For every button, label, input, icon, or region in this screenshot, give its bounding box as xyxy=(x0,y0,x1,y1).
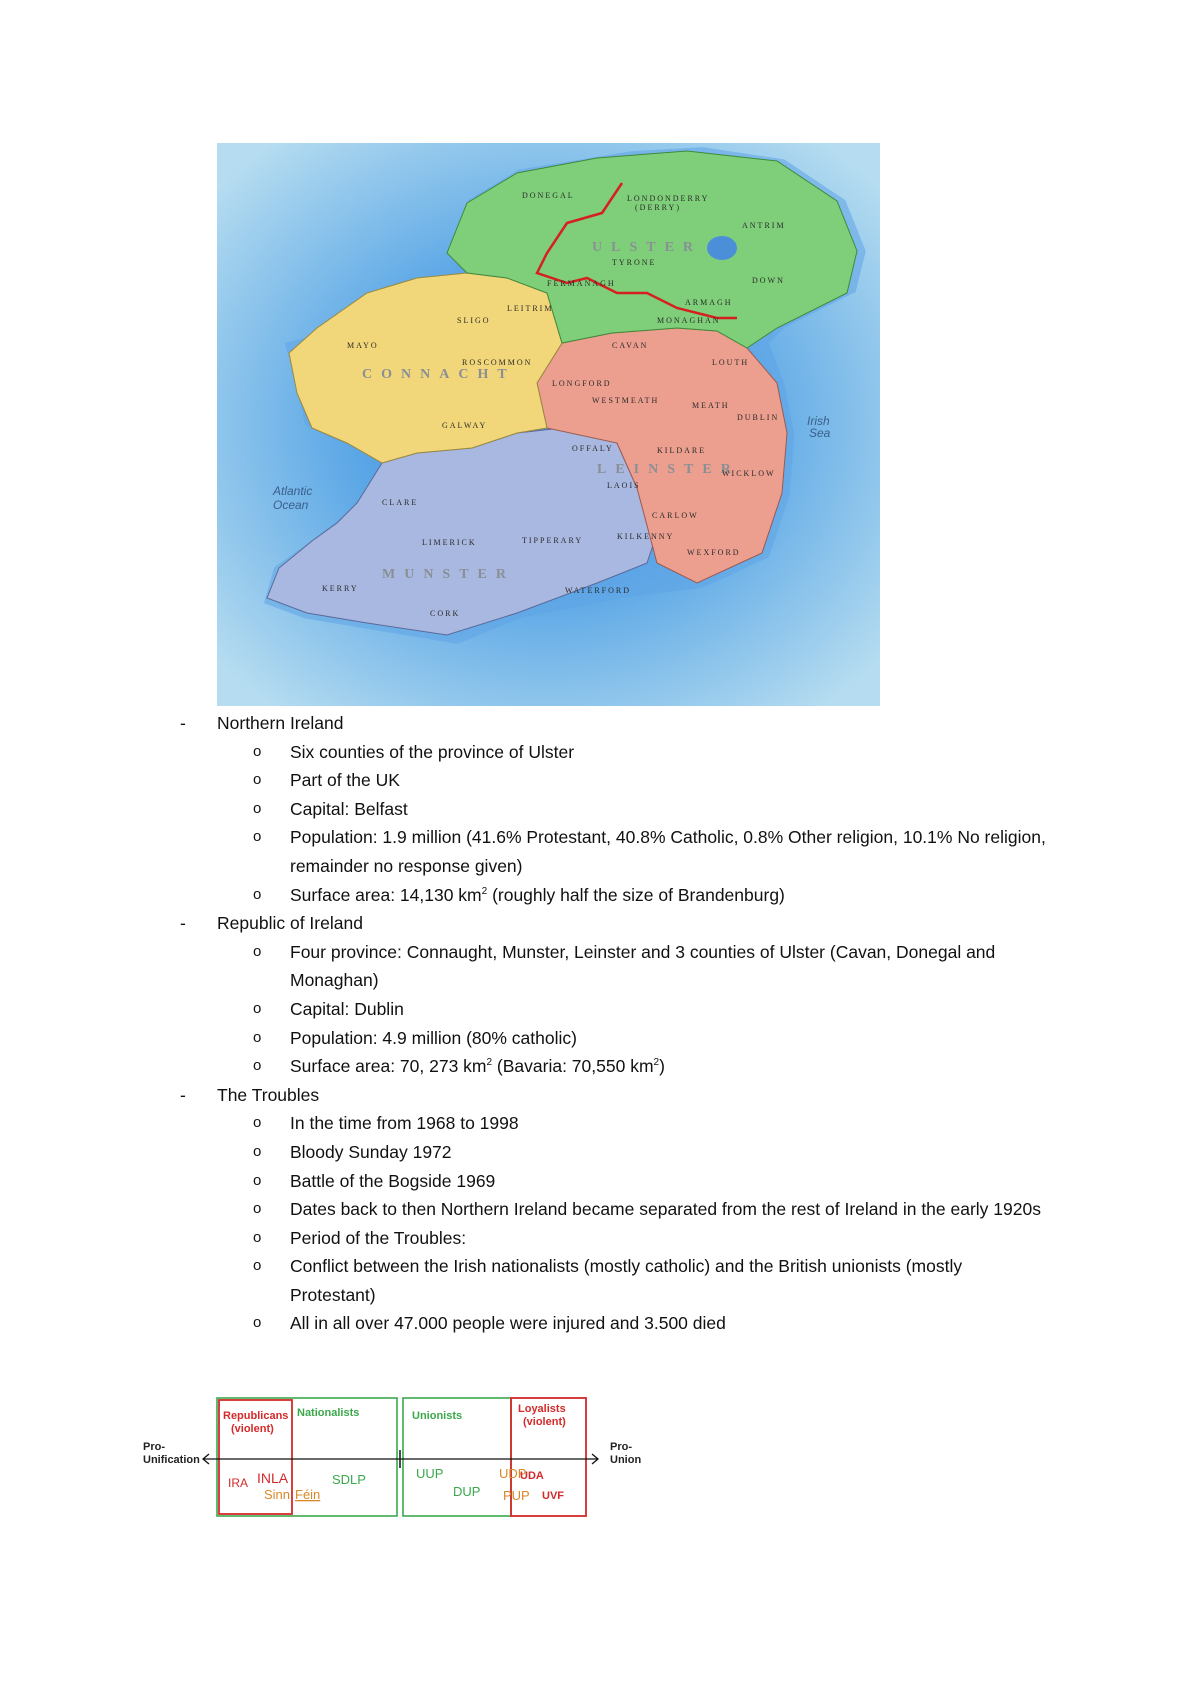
county-label: FERMANAGH xyxy=(547,279,616,288)
party-sdlp: SDLP xyxy=(332,1472,366,1487)
party-uvf: UVF xyxy=(542,1490,564,1502)
list-item-text: Surface area: 70, 273 km xyxy=(290,1056,487,1077)
county-label: DUBLIN xyxy=(737,413,780,422)
party-sinn-fein-1: Sinn xyxy=(264,1487,291,1502)
section-title: Northern Ireland xyxy=(217,713,344,733)
list-item xyxy=(0,1309,1200,1338)
county-label: CORK xyxy=(430,609,461,618)
superscript: 2 xyxy=(486,1057,493,1069)
lough-neagh xyxy=(707,236,737,260)
county-label: CAVAN xyxy=(612,341,649,350)
list-item-text: Population: 4.9 million (80% catholic) xyxy=(290,1027,577,1048)
loyalists-sub-label: (violent) xyxy=(523,1416,566,1428)
bullet-list xyxy=(0,938,1200,1081)
bullet-icon: o xyxy=(253,799,262,817)
section-republic-of-ireland xyxy=(0,909,1200,1081)
province-label-connacht: CONNACHT xyxy=(362,367,516,382)
county-label: LONGFORD xyxy=(552,379,612,388)
bullet-icon: o xyxy=(253,1028,262,1046)
party-pup: PUP xyxy=(503,1488,530,1503)
bullet-icon: o xyxy=(253,1142,262,1160)
list-item xyxy=(0,766,1200,795)
county-label: GALWAY xyxy=(442,421,488,430)
county-label: WICKLOW xyxy=(722,469,776,478)
pro-unification-label-2: Unification xyxy=(143,1454,200,1466)
dash-marker: - xyxy=(180,713,186,733)
political-spectrum-diagram xyxy=(140,1395,660,1530)
list-item-text: ) xyxy=(659,1056,665,1077)
party-ira: IRA xyxy=(228,1476,249,1490)
section-northern-ireland xyxy=(0,709,1200,909)
party-uup: UUP xyxy=(416,1466,444,1481)
list-item-text: (Bavaria: 70,550 km xyxy=(492,1056,654,1077)
county-label: KILKENNY xyxy=(617,532,675,541)
pro-union-label-2: Union xyxy=(610,1454,642,1466)
list-item xyxy=(0,1224,1200,1253)
bullet-icon: o xyxy=(253,1314,262,1332)
section-the-troubles xyxy=(0,1081,1200,1338)
spectrum-graphic xyxy=(140,1395,660,1530)
list-item xyxy=(0,1138,1200,1167)
bullet-icon: o xyxy=(253,942,262,960)
county-label: MONAGHAN xyxy=(657,316,721,325)
unionists-label: Unionists xyxy=(412,1410,463,1422)
party-udp: UDP xyxy=(499,1466,527,1481)
county-label: SLIGO xyxy=(457,316,491,325)
list-item xyxy=(0,1252,1200,1309)
superscript: 2 xyxy=(481,885,488,897)
bullet-icon: o xyxy=(253,828,262,846)
atlantic-label-2: Ocean xyxy=(273,498,309,512)
republicans-label: Republicans xyxy=(223,1410,289,1422)
dash-marker: - xyxy=(180,913,186,934)
county-label: KILDARE xyxy=(657,446,707,455)
list-item-text: Six counties of the province of Ulster xyxy=(290,741,575,762)
nationalists-label: Nationalists xyxy=(297,1407,360,1419)
county-label: MEATH xyxy=(692,401,730,410)
ireland-map xyxy=(217,143,880,706)
pro-union-label-1: Pro- xyxy=(610,1441,632,1453)
party-dup: DUP xyxy=(453,1484,481,1499)
county-label: OFFALY xyxy=(572,444,614,453)
list-item xyxy=(0,1167,1200,1196)
bullet-icon: o xyxy=(253,885,262,903)
bullet-icon: o xyxy=(253,1228,262,1246)
irish-sea-label-1: Irish xyxy=(807,414,830,428)
bullet-icon: o xyxy=(253,999,262,1017)
bullet-icon: o xyxy=(253,1200,262,1218)
bullet-icon: o xyxy=(253,742,262,760)
party-sinn-fein-2: Féin xyxy=(295,1487,321,1502)
bullet-icon: o xyxy=(253,1114,262,1132)
county-label: WESTMEATH xyxy=(592,396,660,405)
list-item-text: Conflict between the Irish nationalists (mostly catholic) and the British unionists (mostly Protestant) xyxy=(290,1256,963,1305)
loyalists-label: Loyalists xyxy=(518,1403,566,1415)
province-label-munster: MUNSTER xyxy=(382,567,516,582)
list-item xyxy=(0,1052,1200,1081)
bullet-icon: o xyxy=(253,1171,262,1189)
county-label: KERRY xyxy=(322,584,359,593)
county-label: ROSCOMMON xyxy=(462,358,533,367)
list-item-text: (roughly half the size of Brandenburg) xyxy=(487,884,785,905)
province-label-leinster: LEINSTER xyxy=(597,462,740,477)
county-label: (DERRY) xyxy=(635,203,681,212)
pro-unification-label-1: Pro- xyxy=(143,1441,165,1453)
county-label: MAYO xyxy=(347,341,379,350)
party-uda: UDA xyxy=(520,1470,544,1482)
list-item-text: Battle of the Bogside 1969 xyxy=(290,1170,496,1191)
ireland-map-graphic xyxy=(217,143,880,706)
list-item-text: Capital: Belfast xyxy=(290,798,408,819)
list-item-text: Bloody Sunday 1972 xyxy=(290,1141,452,1162)
list-item xyxy=(0,823,1200,880)
irish-sea-label-2: Sea xyxy=(809,426,831,440)
county-label: WATERFORD xyxy=(565,586,632,595)
county-label: LEITRIM xyxy=(507,304,554,313)
party-inla: INLA xyxy=(257,1470,289,1486)
list-item xyxy=(0,938,1200,995)
province-label-ulster: ULSTER xyxy=(592,240,703,255)
section-heading xyxy=(0,909,1200,938)
section-heading xyxy=(0,709,1200,738)
superscript: 2 xyxy=(653,1057,660,1069)
county-label: LONDONDERRY xyxy=(627,194,710,203)
county-label: DOWN xyxy=(752,276,785,285)
list-item-text: Dates back to then Northern Ireland became separated from the rest of Ireland in the early 1920s xyxy=(290,1199,1041,1220)
county-label: DONEGAL xyxy=(522,191,575,200)
county-label: TYRONE xyxy=(612,258,657,267)
republicans-sub-label: (violent) xyxy=(231,1423,274,1435)
list-item xyxy=(0,795,1200,824)
list-item-text: All in all over 47.000 people were injured and 3.500 died xyxy=(290,1313,726,1334)
bullet-list xyxy=(0,738,1200,910)
county-label: ARMAGH xyxy=(685,298,733,307)
list-item-text: Capital: Dublin xyxy=(290,998,404,1019)
county-label: ANTRIM xyxy=(742,221,786,230)
list-item-text: Four province: Connaught, Munster, Leinster and 3 counties of Ulster (Cavan, Donegal and Monaghan) xyxy=(290,941,996,991)
section-title: The Troubles xyxy=(217,1084,320,1105)
document-body xyxy=(0,709,1200,1338)
county-label: LAOIS xyxy=(607,481,641,490)
list-item xyxy=(0,881,1200,910)
list-item xyxy=(0,995,1200,1024)
list-item xyxy=(0,738,1200,767)
county-label: TIPPERARY xyxy=(522,536,584,545)
list-item-text: Period of the Troubles: xyxy=(290,1227,467,1248)
county-label: CLARE xyxy=(382,498,419,507)
list-item-text: Part of the UK xyxy=(290,770,400,791)
county-label: LOUTH xyxy=(712,358,750,367)
list-item xyxy=(0,1195,1200,1224)
bullet-icon: o xyxy=(253,1057,262,1075)
list-item-text: In the time from 1968 to 1998 xyxy=(290,1113,519,1134)
list-item xyxy=(0,1024,1200,1053)
bullet-icon: o xyxy=(253,1257,262,1275)
county-label: WEXFORD xyxy=(687,548,741,557)
section-heading xyxy=(0,1081,1200,1110)
bullet-icon: o xyxy=(253,771,262,789)
section-title: Republic of Ireland xyxy=(217,913,363,934)
list-item xyxy=(0,1109,1200,1138)
bullet-list xyxy=(0,1109,1200,1338)
dash-marker: - xyxy=(180,1084,186,1105)
list-item-text: Surface area: 14,130 km xyxy=(290,884,482,905)
atlantic-label-1: Atlantic xyxy=(273,484,313,498)
county-label: CARLOW xyxy=(652,511,699,520)
county-label: LIMERICK xyxy=(422,538,477,547)
list-item-text: Population: 1.9 million (41.6% Protestant, 40.8% Catholic, 0.8% Other religion, 10.1% No religion, remainder no response given) xyxy=(290,827,1046,876)
